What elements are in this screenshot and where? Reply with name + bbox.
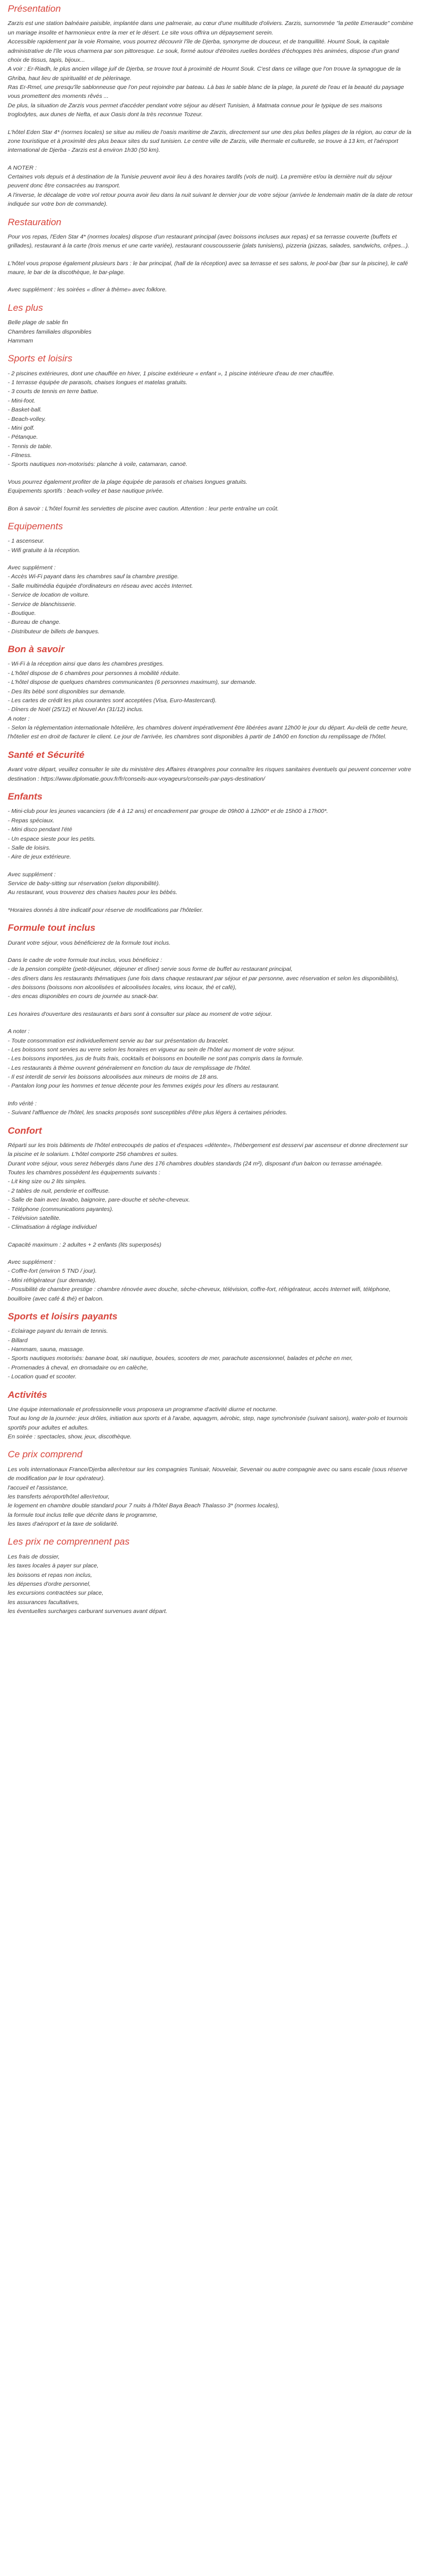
text-line: Certaines vols depuis et à destination de la Tunisie peuvent avoir lieu à des horaires tardifs (vols de nuit). La première et/ou la dernière nuit du séjour peuvent donc être consacrées au transport. (8, 173, 393, 190)
text-line: - Accès Wi-Fi payant dans les chambres sauf la chambre prestige. (8, 573, 179, 580)
text-line: - Tennis de table. (8, 443, 53, 450)
text-line: - Wi-Fi à la réception ainsi que dans les chambres prestiges. (8, 661, 164, 668)
section-title: Ce prix comprend (8, 1449, 83, 1460)
text-line: - Mini réfrigérateur (sur demande). (8, 1277, 97, 1284)
section-enfants (8, 791, 413, 915)
text-line: - Boutique. (8, 609, 36, 617)
section-les-plus (8, 302, 413, 346)
text-line: - Salle de bain avec lavabo, baignoire, pare-douche et sèche-cheveux. (8, 1197, 191, 1204)
text-line: l'accueil et l'assistance, (8, 1484, 68, 1491)
text-line: *Horaires donnés à titre indicatif pour réserve de modifications par l'hôtelier. (8, 906, 203, 914)
text-line: L'hôtel Eden Star 4* (normes locales) se situe au milieu de l'oasis maritime de Zarzis, directement sur une des plus belles plages de la région, au cœur de la zone touristique et à proximité des plus beaux sites du sud tunisien. Le centre ville de Zarzis, ville thermale et culturelle, se trouve à 13 km, et l'aéroport international de Djerba - Zarzis est à environ 1h30 (50 km). (8, 128, 412, 154)
section-title: Sports et loisirs (8, 353, 73, 364)
section-sante-et-securite (8, 750, 413, 783)
text-line: - Téléphone (communications payantes). (8, 1205, 114, 1213)
text-line: - Télévision satellite. (8, 1214, 61, 1222)
text-line: - Les boissons importées, jus de fruits frais, cocktails et boissons en bouteille ne sont pas compris dans la formule. (8, 1055, 304, 1063)
text-line: Zarzis est une station balnéaire paisible, implantée dans une palmeraie, au cœur d'une multitude d'oliviers. Zarzis, surnommée "la petite Emeraude" combine un mariage insolite et harmonieux entre la mer et le désert. Le site vous offrira un dépaysement serein. (8, 20, 413, 36)
text-line: Réparti sur les trois bâtiments de l'hôtel entrecoupés de patios et d'espaces «détente», l'hébergement est desservi par ascenseur et donne directement sur la piscine et le solarium. L'hôtel comporte 256 chambres et suites. (8, 1141, 408, 1158)
text-line: - Pétanque. (8, 434, 38, 441)
text-line: - Eclairage payant du terrain de tennis. (8, 1328, 108, 1335)
blank-line (8, 1019, 413, 1027)
text-line: les excursions contractées sur place, (8, 1590, 104, 1597)
text-line: A voir : Er-Riadh, le plus ancien village juif de Djerba, se trouve tout à proximité de Houmt Souk. C'est dans ce village que l'on trouve la synagogue de la Ghriba, haut lieu de spiritualité et de pèlerinage. (8, 66, 401, 82)
section-les-prix-ne-comprennent-pas (8, 1536, 413, 1616)
blank-line (8, 897, 413, 906)
text-line: - Mini-club pour les jeunes vacanciers (de 4 à 12 ans) et encadrement par groupe de 09h00 à 12h00* et de 15h00 à 17h00*. (8, 808, 328, 815)
blank-line (8, 120, 413, 128)
text-line: Avec supplément : (8, 564, 56, 572)
text-line: Service de baby-sitting sur réservation (selon disponibilité). (8, 880, 161, 887)
section-title: Sports et loisirs payants (8, 1311, 118, 1322)
text-line: - Wifi gratuite à la réception. (8, 547, 81, 554)
text-line: - Coffre-fort (environ 5 TND / jour). (8, 1268, 97, 1275)
text-line: A noter : (8, 715, 30, 722)
blank-line (8, 947, 413, 956)
text-line: - des dîners dans les restaurants thématiques (une fois dans chaque restaurant par séjour et par personne, avec réservation et selon les disponibilités), (8, 975, 399, 982)
text-line: - Sports nautiques non-motorisés: planche à voile, catamaran, canoë. (8, 461, 188, 468)
text-line: - Lit king size ou 2 lits simples. (8, 1178, 87, 1185)
text-line: - Dîners de Noël (25/12) et Nouvel An (31/12) inclus. (8, 706, 144, 713)
text-line: - Hammam, sauna, massage. (8, 1346, 84, 1353)
text-line: - Distributeur de billets de banques. (8, 628, 100, 635)
text-line: - des boissons (boissons non alcoolisées et alcoolisées locales, vins locaux, thé et café), (8, 984, 237, 991)
section-formule-tout-inclus (8, 922, 413, 1117)
blank-line (8, 277, 413, 285)
text-line: Vous pourrez également profiter de la plage équipée de parasols et chaises longues gratuits. (8, 478, 248, 485)
blank-line (8, 862, 413, 870)
text-line: - Sports nautiques motorisés: banane boat, ski nautique, bouées, scooters de mer, parachute ascensionnel, balades et pêche en mer, (8, 1355, 353, 1362)
section-title: Equipements (8, 520, 63, 532)
section-title: Santé et Sécurité (8, 749, 84, 760)
text-line: Avant votre départ, veuillez consulter le site du ministère des Affaires étrangères pour connaître les risques sanitaires éventuels qui peuvent concerner votre destination : https://www.diplomatie.gouv.fr/fr/conseils-aux-voyageurs/conseils-par-pays-destination/ (8, 766, 412, 782)
text-line: - Pantalon long pour les hommes et tenue décente pour les femmes exigés pour les dîners au restaurant. (8, 1083, 280, 1090)
text-line: - 3 courts de tennis en terre battue. (8, 388, 99, 395)
blank-line (8, 496, 413, 504)
text-line: Avec supplément : (8, 871, 56, 878)
text-line: - Les boissons sont servies au verre selon les horaires en vigueur au sein de l'hôtel au moment de votre séjour. (8, 1046, 295, 1053)
section-title: Activités (8, 1389, 47, 1400)
section-presentation (8, 3, 413, 209)
text-line: - Mini golf. (8, 424, 35, 431)
section-confort (8, 1125, 413, 1303)
text-line: - Repas spéciaux. (8, 817, 55, 824)
text-line: Toutes les chambres possèdent les équipements suivants : (8, 1169, 161, 1177)
text-line: - Mini-foot. (8, 397, 36, 404)
blank-line (8, 251, 413, 259)
section-title: Formule tout inclus (8, 922, 96, 934)
text-line: - Aire de jeux extérieure. (8, 853, 71, 861)
text-line: - Promenades à cheval, en dromadaire ou en calèche, (8, 1364, 148, 1371)
section-equipements (8, 521, 413, 636)
text-line: les taxes d'aéroport et la taxe de solidarité. (8, 1521, 119, 1528)
text-line: - Salle de loisirs. (8, 844, 51, 851)
text-line: la formule tout inclus telle que décrite dans le programme, (8, 1511, 158, 1518)
text-line: - Bureau de change. (8, 619, 61, 626)
text-line: Info vérité : (8, 1100, 37, 1107)
text-line: - Service de location de voiture. (8, 592, 90, 599)
section-sports-et-loisirs-payants (8, 1311, 413, 1382)
text-line: - Les cartes de crédit les plus courantes sont acceptées (Visa, Euro-Mastercard). (8, 697, 217, 704)
text-line: L'hôtel vous propose également plusieurs bars : le bar principal, (hall de la réception) avec sa terrasse et ses salons, le pool-bar (bar sur la piscine), le café maure, le bar de la discothèque, le bar-plage. (8, 260, 408, 276)
text-line: Dans le cadre de votre formule tout inclus, vous bénéficiez : (8, 956, 162, 964)
text-line: Les vols internationaux France/Djerba aller/retour sur les compagnies Tunisair, Nouvelair, Sevenair ou autre compagnie avec ou sans escale (sous réserve de modification par le tour opérateur). (8, 1466, 408, 1482)
text-line: Capacité maximum : 2 adultes + 2 enfants (lits superposés) (8, 1241, 162, 1248)
text-line: - Suivant l'affluence de l'hôtel, les snacks proposés sont susceptibles d'être plus légers à certaines périodes. (8, 1109, 288, 1116)
blank-line (8, 1091, 413, 1099)
section-title: Bon à savoir (8, 644, 65, 655)
text-line: De plus, la situation de Zarzis vous permet d'accéder pendant votre séjour au désert Tunisien, à Matmata connue pour le typique de ses maisons troglodytes, aux dunes de Nefta, et aux Oasis dont la très reconnue Tozeur. (8, 102, 383, 118)
text-line: - Mini disco pendant l'été (8, 826, 72, 833)
text-line: - Un espace sieste pour les petits. (8, 835, 96, 842)
section-bon-a-savoir (8, 644, 413, 742)
text-line: les dépenses d'ordre personnel, (8, 1580, 91, 1587)
text-line: A noter : (8, 1028, 30, 1035)
section-title: Présentation (8, 3, 61, 14)
text-line: Chambres familiales disponibles (8, 328, 92, 335)
text-line: En soirée : spectacles, show, jeux, discothèque. (8, 1433, 132, 1441)
text-line: - Des lits bébé sont disponibles sur demande. (8, 688, 126, 695)
section-title: Confort (8, 1125, 42, 1136)
text-line: Equipements sportifs : beach-volley et base nautique privée. (8, 488, 164, 495)
text-line: les transferts aéroport/hôtel aller/retour, (8, 1493, 110, 1500)
text-line: - L'hôtel dispose de 6 chambres pour personnes à mobilité réduite. (8, 669, 181, 677)
section-activites (8, 1389, 413, 1442)
section-sports-et-loisirs (8, 353, 413, 513)
text-line: Les horaires d'ouverture des restaurants et bars sont à consulter sur place au moment de votre séjour. (8, 1010, 273, 1018)
blank-line (8, 555, 413, 563)
text-line: Durant votre séjour, vous serez hébergés dans l'une des 176 chambres doubles standards (24 m²), disposant d'un balcon ou terrasse aménagée. (8, 1160, 383, 1167)
text-line: - Beach-volley. (8, 415, 46, 423)
text-line: - Possibilité de chambre prestige : chambre rénovée avec douche, sèche-cheveux, télévision, coffre-fort, réfrigérateur, accès Internet wifi, téléphone, bouilloire (avec café & thé) et balcon. (8, 1286, 391, 1302)
text-line: Hammam (8, 337, 33, 344)
blank-line (8, 469, 413, 478)
text-line: - Climatisation à réglage individuel (8, 1224, 97, 1231)
text-line: Pour vos repas, l'Eden Star 4* (normes locales) dispose d'un restaurant principal (avec boissons incluses aux repas) et sa terrasse couverte (buffets et grillades), restaurant à la carte (trois menus et une carte variée), restaurant couscousserie (plats tunisiens), pizzeria (pizzas, salades, sandwichs, crêpes...). (8, 233, 410, 250)
text-line: les taxes locales à payer sur place, (8, 1562, 99, 1570)
text-line: - Location quad et scooter. (8, 1373, 77, 1381)
text-line: les assurances facultatives, (8, 1599, 79, 1606)
text-line: Une équipe internationale et professionnelle vous proposera un programme d'activité diurne et nocturne. (8, 1406, 278, 1413)
text-line: - Toute consommation est individuellement servie au bar sur présentation du bracelet. (8, 1037, 229, 1044)
text-line: Accessible rapidement par la voie Romaine, vous pourrez découvrir l'île de Djerba, synonyme de douceur, et de tranquillité. Houmt Souk, la capitale administrative de l'île vous charmera par son pittoresque. Le souk, formé autour d'étroites ruelles bordées d'échoppes très animées, dispose d'un grand choix de tissus, tapis, bijoux... (8, 38, 399, 63)
text-line: - Basket-ball. (8, 406, 42, 414)
text-line: Bon à savoir : L'hôtel fournit les serviettes de piscine avec caution. Attention : leur perte entraîne un coût. (8, 505, 279, 512)
text-line: - Billard (8, 1337, 28, 1344)
blank-line (8, 1232, 413, 1240)
section-title: Les plus (8, 302, 43, 313)
text-line: Avec supplément : (8, 1259, 56, 1266)
text-line: A NOTER : (8, 164, 37, 171)
text-line: - 2 tables de nuit, penderie et coiffeuse. (8, 1187, 110, 1194)
text-line: - L'hôtel dispose de quelques chambres communicantes (6 personnes maximum), sur demande. (8, 679, 257, 686)
text-line: - 1 terrasse équipée de parasols, chaises longues et matelas gratuits. (8, 379, 188, 386)
text-line: Avec supplément : les soirées « dîner à thème» avec folklore. (8, 286, 167, 294)
text-line: - des encas disponibles en cours de journée au snack-bar. (8, 993, 159, 1000)
section-title: Restauration (8, 216, 62, 227)
text-line: Durant votre séjour, vous bénéficierez de la formule tout inclus. (8, 939, 171, 946)
text-line: - Salle multimédia équipée d'ordinateurs en réseau avec accès Internet. (8, 582, 193, 589)
text-line: - 1 ascenseur. (8, 538, 45, 545)
section-title: Enfants (8, 791, 43, 802)
blank-line (8, 1249, 413, 1258)
text-line: - Fitness. (8, 452, 32, 459)
text-line: - Selon la réglementation internationale hôtelière, les chambres doivent impérativement être libérées avant 12h00 le jour du départ. Au-delà de cette heure, l'hôtelier est en droit de facturer le client. Le jour de l'arrivée, les chambres sont disponibles à partir de 14h00 en fonction du remplissage de l'hôtel. (8, 724, 408, 741)
text-line: le logement en chambre double standard pour 7 nuits à l'hôtel Baya Beach Thalasso 3* (normes locales), (8, 1502, 279, 1510)
text-line: les boissons et repas non inclus, (8, 1571, 92, 1579)
text-line: A l'inverse, le décalage de votre vol retour pourra avoir lieu dans la nuit suivant le dernier jour de votre séjour (arrivée le lendemain matin de la date de retour indiquée sur votre bon de commande). (8, 191, 413, 208)
text-line: - de la pension complète (petit-déjeuner, déjeuner et dîner) servie sous forme de buffet au restaurant principal, (8, 966, 293, 973)
text-line: Tout au long de la journée: jeux drôles, initiation aux sports et à l'arabe, aquagym, aérobic, step, nage synchronisée (suivant saison), water-polo et tournois sportifs pour adultes et adultes. (8, 1415, 408, 1431)
text-line: Au restaurant, vous trouverez des chaises hautes pour les bébés. (8, 889, 178, 896)
text-line: - Il est interdit de servir les boissons alcoolisées aux mineurs de moins de 18 ans. (8, 1074, 219, 1081)
text-line: Belle plage de sable fin (8, 319, 68, 326)
text-line: - Les restaurants à thème ouvrent généralement en fonction du taux de remplissage de l'hôtel. (8, 1064, 252, 1071)
text-line: Ras Er-Rmel, une presqu'île sablonneuse que l'on peut rejoindre par bateau. Là bas le sable blanc de la plage, la pureté de l'eau et la beauté du paysage vous promettent des moments rêvés ... (8, 84, 404, 100)
text-line: Les frais de dossier, (8, 1553, 60, 1560)
section-title: Les prix ne comprennent pas (8, 1536, 130, 1547)
section-restauration (8, 217, 413, 295)
text-line: - 2 piscines extérieures, dont une chauffée en hiver, 1 piscine extérieure « enfant », 1 piscine intérieure d'eau de mer chauffée. (8, 370, 335, 377)
blank-line (8, 155, 413, 163)
text-line: les éventuelles surcharges carburant survenues avant départ. (8, 1608, 168, 1615)
section-ce-prix-comprend (8, 1449, 413, 1528)
blank-line (8, 1001, 413, 1010)
text-line: - Service de blanchisserie. (8, 600, 77, 608)
